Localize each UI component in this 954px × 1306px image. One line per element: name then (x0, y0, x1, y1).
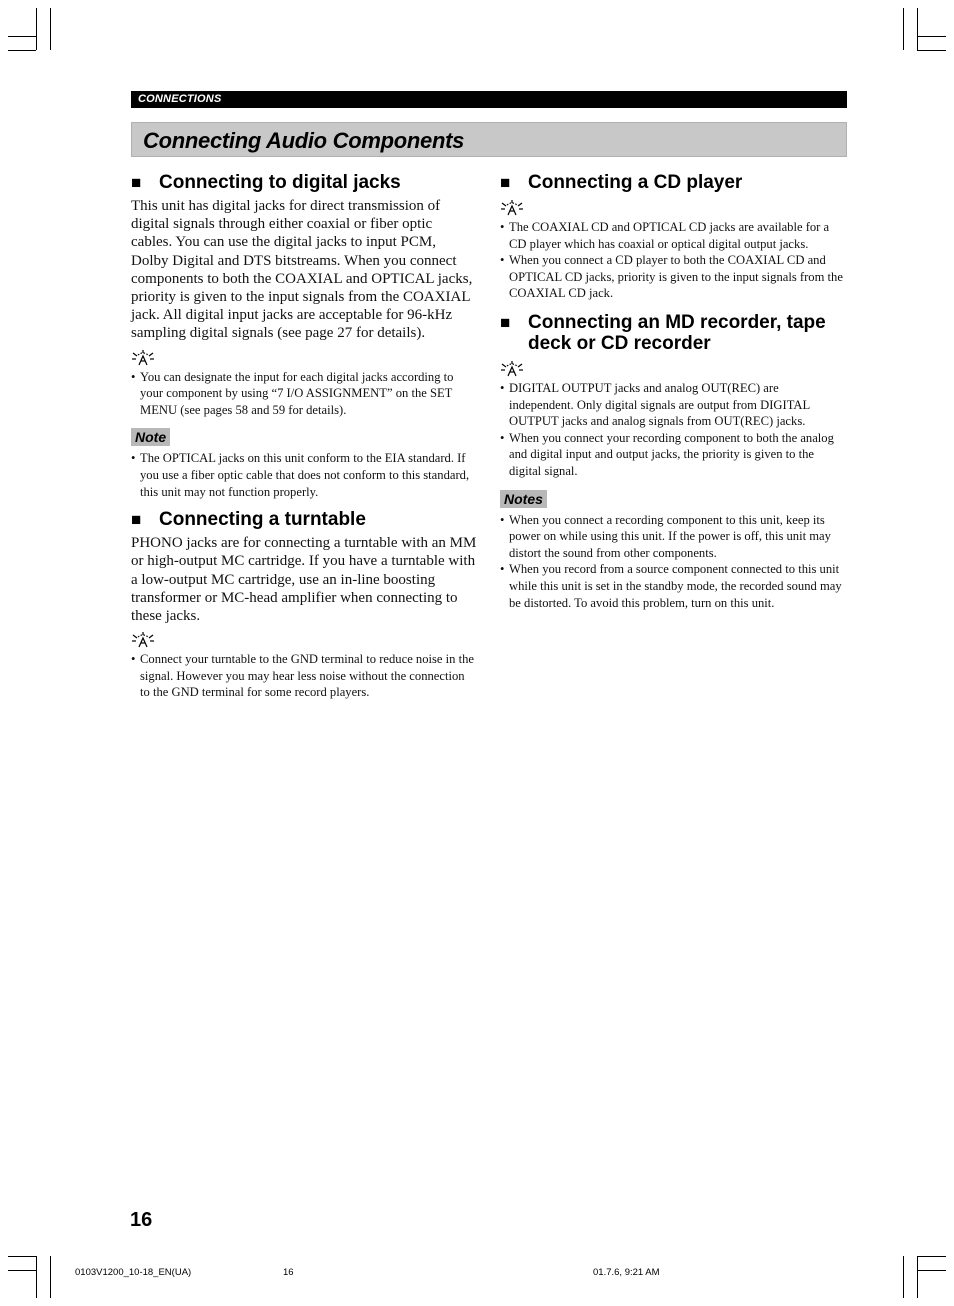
turntable-tips-list (131, 651, 477, 701)
list-item: • When you connect your recording component to both the analog and digital input and output jacks, the priority is given to the digital signal. (500, 430, 846, 480)
tip-lightbulb-icon (500, 360, 846, 378)
list-item: • When you connect a CD player to both the COAXIAL CD and OPTICAL CD jacks, priority is given to the input signals from the COAXIAL CD jack. (500, 252, 846, 302)
footer-sheet: 16 (283, 1267, 294, 1278)
page-title: Connecting Audio Components (143, 128, 465, 153)
footer-file: 0103V1200_10-18_EN(UA) (75, 1267, 192, 1278)
md-tips-list (500, 380, 846, 480)
section-header-bar (131, 91, 847, 108)
square-bullet-icon: ■ (131, 173, 142, 192)
list-item: • The OPTICAL jacks on this unit conform to the EIA standard. If you use a fiber optic cable that does not conform to this standard, this unit may not function properly. (131, 450, 477, 500)
section-label: CONNECTIONS (138, 93, 222, 105)
cd-player-heading: ■ Connecting a CD player (500, 172, 743, 193)
md-recorder-heading: ■ Connecting an MD recorder, tape deck or CD recorder (500, 311, 826, 354)
right-column (500, 172, 846, 611)
tip-lightbulb-icon (500, 199, 846, 217)
digital-tips-list (131, 369, 477, 419)
digital-jacks-heading: ■ Connecting to digital jacks (131, 172, 401, 193)
tip-lightbulb-icon (131, 631, 477, 649)
title-bar (131, 122, 847, 157)
turntable-body: PHONO jacks are for connecting a turntable with an MM or high-output MC cartridge. If you have a turntable with a low-output MC cartridge, use an in-line boosting transformer or MC-head amplifier when connecting to these jacks. (131, 535, 477, 624)
list-item: • Connect your turntable to the GND terminal to reduce noise in the signal. However you may hear less noise without the connection to the GND terminal for some record players. (131, 651, 477, 701)
cd-tips-list (500, 219, 846, 302)
tip-lightbulb-icon (131, 349, 477, 367)
list-item: • DIGITAL OUTPUT jacks and analog OUT(REC) are independent. Only digital signals are output from DIGITAL OUTPUT jacks and analog signals from OUT(REC) jacks. (500, 380, 846, 430)
page-number: 16 (130, 1209, 153, 1231)
note-label: Note (131, 428, 170, 446)
turntable-heading: ■ Connecting a turntable (131, 509, 366, 531)
left-column (131, 172, 477, 701)
list-item: • When you record from a source component connected to this unit while this unit is set in the standby mode, the recorded sound may be distorted. To avoid this problem, turn on this unit. (500, 561, 846, 611)
footer-timestamp: 01.7.6, 9:21 AM (593, 1267, 660, 1278)
notes-label: Notes (500, 490, 547, 508)
square-bullet-icon: ■ (131, 510, 142, 530)
list-item: • The COAXIAL CD and OPTICAL CD jacks are available for a CD player which has coaxial or optical digital output jacks. (500, 219, 846, 252)
square-bullet-icon: ■ (500, 173, 511, 192)
digital-notes-list (131, 450, 477, 500)
md-notes-list (500, 512, 846, 612)
list-item: • You can designate the input for each digital jacks according to your component by using “7 I/O ASSIGNMENT” on the SET MENU (see pages 58 and 59 for details). (131, 369, 477, 419)
list-item: • When you connect a recording component to this unit, keep its power on while using this unit. If the power is off, this unit may distort the sound from other components. (500, 512, 846, 562)
digital-jacks-body: This unit has digital jacks for direct transmission of digital signals through either coaxial or fiber optic cables. You can use the digital jacks to input PCM, Dolby Digital and DTS bitstreams. When you connect components to both the COAXIAL and OPTICAL jacks, priority is given to the input signals from the COAXIAL jack. All digital input jacks are acceptable for 96-kHz sampling digital signals (see page 27 for details). (131, 198, 473, 342)
square-bullet-icon: ■ (500, 312, 511, 332)
